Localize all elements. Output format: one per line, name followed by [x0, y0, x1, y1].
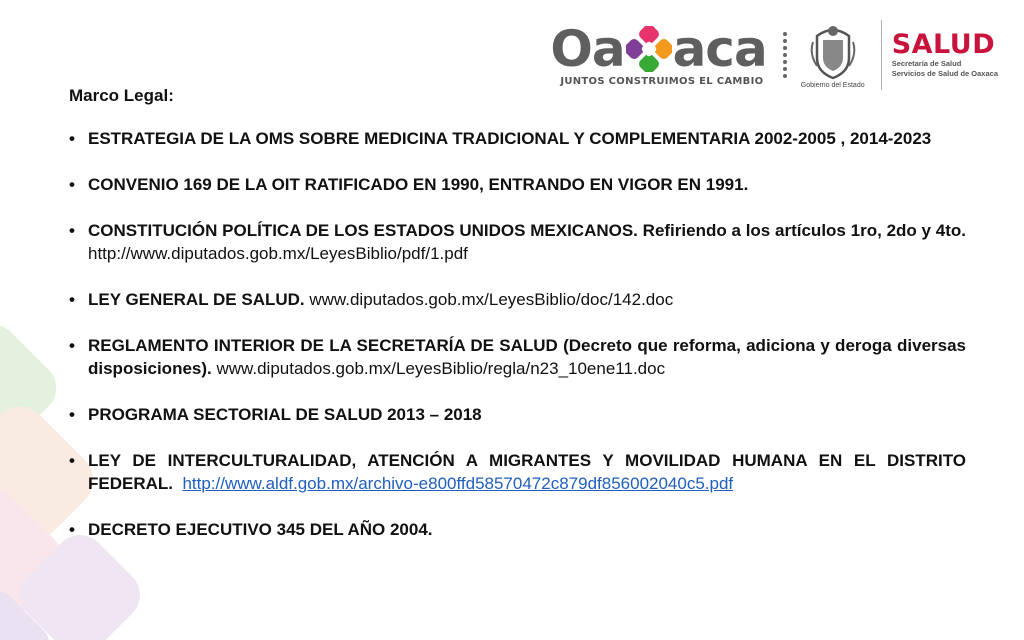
- list-item: [69, 403, 966, 426]
- oaxaca-tagline: JUNTOS CONSTRUIMOS EL CAMBIO: [560, 75, 764, 87]
- list-item: [69, 127, 966, 150]
- salud-subtitle-1: Secretaría de Salud: [891, 59, 962, 68]
- gobierno-label: Gobierno del Estado: [800, 81, 865, 89]
- item-reference-text: www.diputados.gob.mx/LeyesBiblio/doc/142.doc: [304, 290, 674, 309]
- salud-title: SALUD: [891, 29, 996, 60]
- salud-logo: [892, 31, 998, 79]
- item-reference-text: www.diputados.gob.mx/LeyesBiblio/regla/n23_10ene11.doc: [211, 359, 666, 378]
- item-bold-text: REGLAMENTO INTERIOR DE LA SECRETARÍA DE SALUD (Decreto que reforma, adiciona y deroga diversas disposiciones).: [88, 336, 966, 378]
- section-heading: Marco Legal:: [69, 86, 174, 105]
- item-bold-text: ESTRATEGIA DE LA OMS SOBRE MEDICINA TRADICIONAL Y COMPLEMENTARIA 2002-2005 , 2014-2023: [88, 129, 932, 148]
- list-item: [69, 449, 966, 495]
- item-bold-text: DECRETO EJECUTIVO 345 DEL AÑO 2004.: [88, 520, 433, 539]
- salud-subtitle-2: Servicios de Salud de Oaxaca: [891, 69, 998, 78]
- list-item: [69, 518, 966, 541]
- oaxaca-wordmark-left: Oa: [550, 19, 625, 78]
- item-bold-text: LEY GENERAL DE SALUD.: [88, 290, 305, 309]
- oaxaca-wordmark: [550, 19, 767, 78]
- item-bold-text: CONSTITUCIÓN POLÍTICA DE LOS ESTADOS UNIDOS MEXICANOS. Refiriendo a los artículos 1ro, 2do y 4to.: [88, 221, 966, 240]
- aldf-document-link[interactable]: http://www.aldf.gob.mx/archivo-e800ffd58570472c879df856002040c5.pdf: [182, 474, 734, 493]
- legal-items-list: [69, 127, 966, 541]
- list-item: [69, 219, 966, 265]
- dotted-separator: [783, 32, 787, 78]
- item-bold-text: PROGRAMA SECTORIAL DE SALUD 2013 – 2018: [88, 405, 482, 424]
- list-item: [69, 173, 966, 196]
- gobierno-logo: [800, 22, 865, 89]
- state-coat-of-arms-icon: [809, 22, 857, 80]
- oaxaca-flower-icon: [626, 26, 672, 72]
- item-bold-text: LEY DE INTERCULTURALIDAD, ATENCIÓN A MIGRANTES Y MOVILIDAD HUMANA EN EL DISTRITO FEDERAL.: [88, 451, 966, 493]
- item-bold-text: CONVENIO 169 DE LA OIT RATIFICADO EN 1990, ENTRANDO EN VIGOR EN 1991.: [88, 175, 749, 194]
- list-item: [69, 334, 966, 380]
- logo-divider: [881, 20, 882, 90]
- list-item: [69, 288, 966, 311]
- oaxaca-logo: [550, 19, 767, 87]
- item-reference-text: http://www.diputados.gob.mx/LeyesBiblio/pdf/1.pdf: [88, 244, 468, 263]
- oaxaca-wordmark-right: aca: [672, 19, 767, 78]
